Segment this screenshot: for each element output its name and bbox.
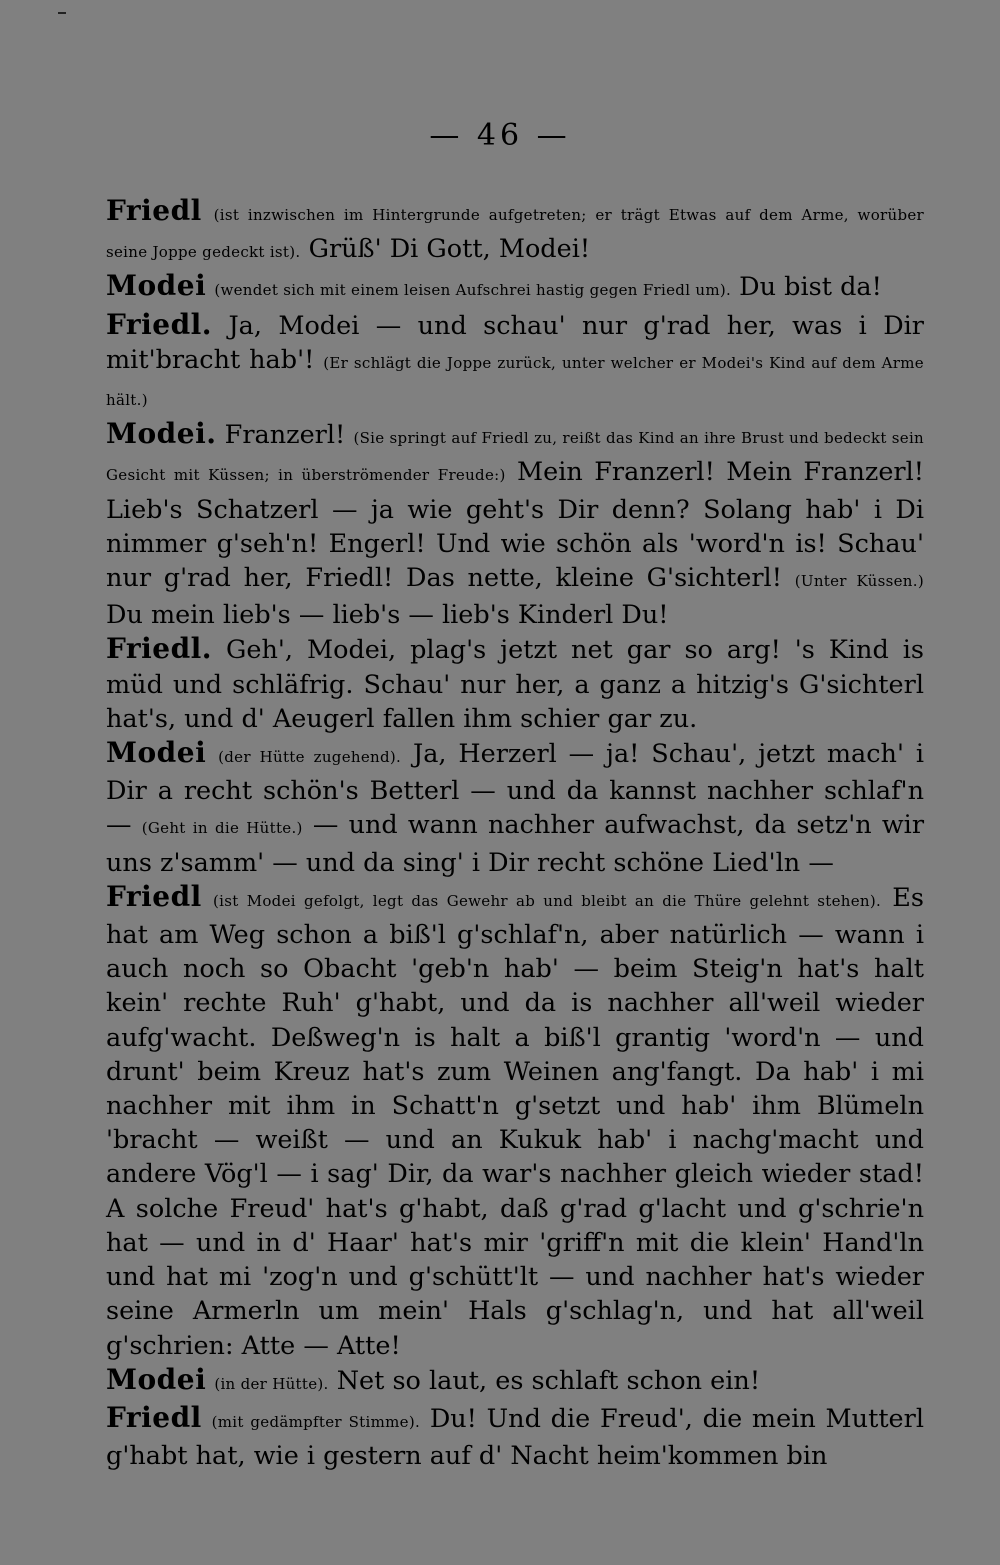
dialogue: Du! Und die Freud', die mein Mutterl g'habt hat, wie i gestern auf d' Nacht heim'kommen bin xyxy=(106,1403,924,1472)
stage-direction: (mit gedämpfter Stimme). xyxy=(211,1412,421,1431)
page-number: — 46 — xyxy=(429,118,571,153)
speaker-name: Friedl xyxy=(106,194,202,227)
speaker-name: Friedl. xyxy=(106,632,213,666)
dialogue: Du mein lieb's — lieb's — lieb's Kinderl Du! xyxy=(106,600,669,631)
dialogue: Du bist da! xyxy=(739,272,882,303)
stage-direction: (ist inzwischen im Hintergrunde aufgetreten; er trägt Etwas auf dem Arme, worüber seine Joppe gedeckt ist). xyxy=(106,206,925,262)
dialogue: Mein Franzerl! Mein Franzerl! Lieb's Schatzerl — ja wie geht's Dir denn? Solang hab' i Di nimmer g'seh'n! Engerl! Und wie schön als 'word'n is! Schau' nur g'rad her, Friedl! Das nette, kleine G'sichterl! xyxy=(106,457,925,594)
scan-mark xyxy=(58,12,66,14)
stage-direction: (Sie springt auf Friedl zu, reißt das Kind an ihre Brust und bedeckt sein Gesicht mit Küssen; in überströmender Freude:) xyxy=(106,429,925,485)
paragraph-modei-1 xyxy=(106,269,924,307)
paragraph-friedl-3 xyxy=(106,632,924,736)
speaker-name: Friedl. xyxy=(106,307,213,341)
paragraph-modei-3 xyxy=(106,736,924,880)
stage-direction: (der Hütte zugehend). xyxy=(218,748,402,767)
paragraph-friedl-4 xyxy=(106,880,924,1363)
dialogue: Es hat am Weg schon a biß'l g'schlaf'n, aber natürlich — wann i auch noch so Obacht 'geb'n hab' — beim Steig'n hat's halt kein' rechte Ruh' g'habt, und da is nachher all'weil wieder aufg'wacht. Deßweg'n is halt a biß'l grantig 'word'n — und drunt' beim Kreuz hat's zum Weinen ang'fangt. Da hab' i mi nachher mit ihm in Schatt'n g'setzt und hab' ihm Blümeln 'bracht — weißt — und an Kukuk hab' i nachg'macht und andere Vög'l — i sag' Dir, da war's nachher gleich wieder stad! A solche Freud' hat's g'habt, daß g'rad g'lacht und g'schrie'n hat — und in d' Haar' hat's mir 'griff'n mit die klein' Hand'ln und hat mi 'zog'n und g'schütt'lt — und nachher hat's wieder seine Armerln um mein' Hals g'schlag'n, und hat all'weil g'schrien: Atte — Atte! xyxy=(106,882,924,1361)
speaker-name: Modei. xyxy=(106,417,217,451)
paragraph-modei-2 xyxy=(106,417,924,632)
paragraph-friedl-1 xyxy=(106,194,924,269)
play-text xyxy=(106,194,924,1473)
paragraph-friedl-2 xyxy=(106,308,924,418)
stage-direction: (ist Modei gefolgt, legt das Gewehr ab und bleibt an die Thüre gelehnt stehen). xyxy=(212,891,882,910)
dialogue: — und wann nachher aufwachst, da setz'n wir uns z'samm' — und da sing' i Dir recht schöne Lied'ln — xyxy=(106,810,925,878)
speaker-name: Modei xyxy=(106,269,207,303)
dialogue: Franzerl! xyxy=(224,420,346,451)
dialogue: Grüß' Di Gott, Modei! xyxy=(308,234,591,265)
stage-direction: (Unter Küssen.) xyxy=(794,572,924,591)
speaker-name: Friedl xyxy=(106,1400,202,1434)
speaker-name: Modei xyxy=(106,736,207,770)
dialogue: Geh', Modei, plag's jetzt net gar so arg! 's Kind is müd und schläfrig. Schau' nur her, a ganz a hitzig's G'sichterl hat's, und d' Aeugerl fallen ihm schier gar zu. xyxy=(106,635,924,734)
paragraph-modei-4 xyxy=(106,1363,924,1401)
dialogue: Ja, Modei — und schau' nur g'rad her, was i Dir mit'bracht hab'! xyxy=(106,310,924,375)
dialogue: Net so laut, es schlaft schon ein! xyxy=(336,1365,761,1396)
stage-direction: (in der Hütte). xyxy=(214,1374,329,1393)
paragraph-friedl-5 xyxy=(106,1401,924,1473)
dialogue: Ja, Herzerl — ja! Schau', jetzt mach' i Dir a recht schön's Betterl — und da kannst nachher schlaf'n — xyxy=(106,739,925,841)
speaker-name: Modei xyxy=(106,1362,207,1396)
stage-direction: (wendet sich mit einem leisen Aufschrei hastig gegen Friedl um). xyxy=(214,281,732,300)
stage-direction: (Geht in die Hütte.) xyxy=(141,819,303,838)
stage-direction: (Er schlägt die Joppe zurück, unter welcher er Modei's Kind auf dem Arme hält.) xyxy=(106,353,924,410)
speaker-name: Friedl xyxy=(106,879,202,913)
